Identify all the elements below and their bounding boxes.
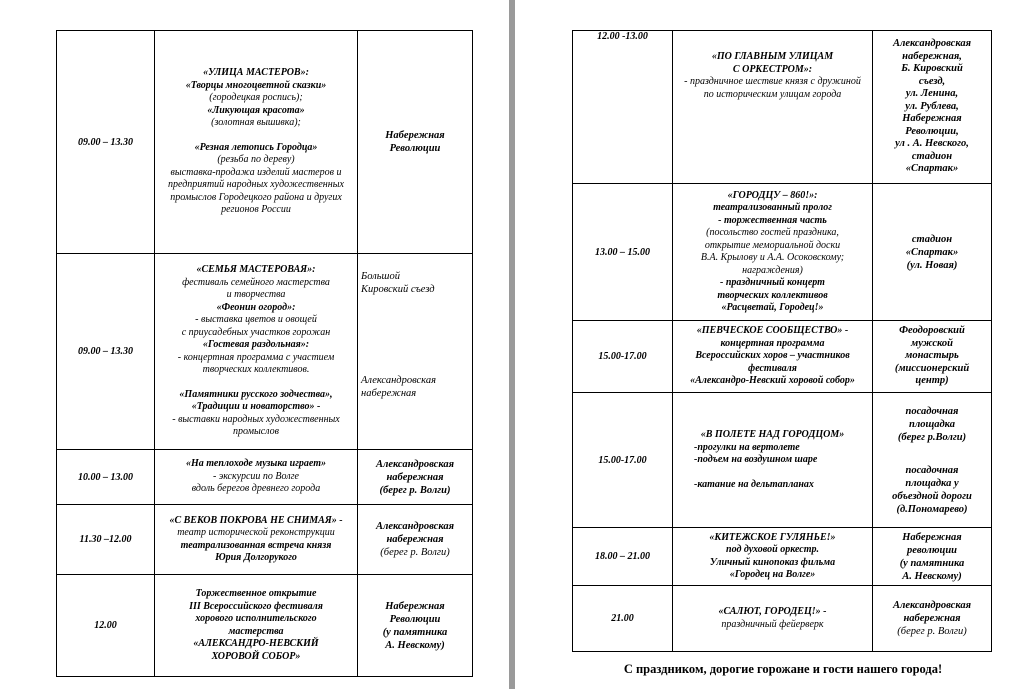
event-line: награждения) <box>742 264 803 276</box>
event-line: -подъем на воздушном шаре <box>694 454 818 465</box>
place-line: мужской <box>911 337 953 349</box>
place-line: А. Невскому) <box>385 639 445 651</box>
place-line: Революции <box>389 613 441 625</box>
place-line: набережная, <box>902 50 962 62</box>
event-line: и творчества <box>226 289 286 301</box>
place-line: (ул. Новая) <box>906 259 958 271</box>
event-cell <box>673 321 873 393</box>
event-line: С ОРКЕСТРОМ»: <box>732 63 813 75</box>
event-line: фестиваля <box>748 362 797 374</box>
place-line: посадочная <box>905 405 959 417</box>
event-line: «Традиции и новаторство» - <box>191 401 321 413</box>
place-line: Феодоровский <box>899 325 965 337</box>
place-line: набережная <box>386 534 444 545</box>
event-line: праздничный фейерверк <box>721 618 824 630</box>
event-line: (посольство гостей праздника, <box>706 227 839 238</box>
event-line: Уличный кинопоказ фильма <box>709 556 836 568</box>
place-line: центр) <box>915 375 949 387</box>
event-line: открытие мемориальной доски <box>704 239 841 251</box>
place-line: ул. Рублева, <box>905 100 959 112</box>
place-line: (у памятника <box>899 557 965 569</box>
place-line: Александровская <box>361 375 436 386</box>
event-line: театр исторической реконструкции <box>177 527 335 538</box>
place-line: стадион <box>911 233 953 245</box>
right-page <box>515 0 1024 689</box>
place-cell <box>873 586 992 652</box>
place-line: «Спартак» <box>905 163 959 175</box>
place-line: (у памятника <box>382 626 448 638</box>
event-cell <box>673 393 873 528</box>
event-line: «Городец на Волге» <box>729 569 816 580</box>
event-line: - экскурсии по Волге <box>213 470 299 482</box>
table-row <box>573 31 992 184</box>
event-line: выставка-продажа изделий мастеров и <box>170 166 342 178</box>
time-cell: 09.00 – 13.30 <box>57 254 155 450</box>
place-line: монастырь <box>905 350 959 362</box>
event-line: «КИТЕЖСКОЕ ГУЛЯНЬЕ!» <box>709 531 836 543</box>
event-line: «АЛЕКСАНДРО-НЕВСКИЙ <box>193 638 319 649</box>
table-row <box>573 393 992 528</box>
place-line: Набережная <box>385 130 445 141</box>
event-line: Юрия Долгорукого <box>215 552 297 563</box>
event-line: регионов России <box>221 204 291 216</box>
event-line: творческих коллективов <box>717 289 828 301</box>
event-cell <box>673 586 873 652</box>
event-cell <box>155 254 358 450</box>
place-line: Революции, <box>905 125 959 137</box>
time-cell: 13.00 – 15.00 <box>573 184 673 321</box>
event-line: «Памятники русского зодчества», <box>179 388 333 400</box>
place-line: Набережная <box>385 600 445 612</box>
event-line: - праздничное шествие князя с дружиной <box>684 76 861 87</box>
event-line: фестиваль семейного мастерства <box>182 276 330 288</box>
table-row <box>573 321 992 393</box>
event-line: Всероссийских хоров – участников <box>695 350 850 362</box>
event-line: «ГОРОДЦУ – 860!»: <box>727 189 818 201</box>
event-line: -катание на дельтапланах <box>694 478 814 490</box>
event-line: - концертная программа с участием <box>177 351 335 363</box>
event-line: (резьба по дереву) <box>217 154 295 166</box>
place-line: площадка <box>909 418 955 430</box>
place-line: Александровская <box>892 600 972 611</box>
event-line: «САЛЮТ, ГОРОДЕЦ!» - <box>718 606 827 617</box>
event-line: В.А. Крылову и А.А. Осоковскому; <box>700 252 845 263</box>
left-page <box>0 0 509 689</box>
event-line: Торжественное открытие <box>195 588 317 599</box>
place-line: Александровская <box>375 521 455 532</box>
event-line: ХОРОВОЙ СОБОР» <box>211 650 301 662</box>
place-line: стадион <box>911 150 953 162</box>
event-line: промыслов Городецкого района и других <box>170 191 342 203</box>
event-line: -прогулки на вертолете <box>694 441 800 453</box>
event-line: «Расцветай, Городец!» <box>721 302 824 313</box>
event-line: «Феонин огород»: <box>216 301 296 313</box>
event-cell <box>673 31 873 184</box>
place-cell <box>358 254 473 450</box>
event-line: «ПЕВЧЕСКОЕ СООБЩЕСТВО» - <box>696 325 849 337</box>
event-cell <box>155 450 358 505</box>
place-line: А. Невскому) <box>902 570 962 582</box>
place-line: набережная <box>361 388 417 399</box>
place-line: Александровская <box>375 458 455 470</box>
place-cell <box>873 184 992 321</box>
time-cell: 15.00-17.00 <box>573 393 673 528</box>
table-row <box>573 586 992 652</box>
time-cell: 11.30 –12.00 <box>57 505 155 575</box>
time-cell: 21.00 <box>573 586 673 652</box>
place-line: Кировский съезд <box>361 284 435 295</box>
event-line: «Творцы многоцветной сказки» <box>185 79 327 91</box>
time-cell: 09.00 – 13.30 <box>57 31 155 254</box>
table-row <box>57 575 473 677</box>
place-line: (д.Пономарево) <box>896 503 968 515</box>
place-line: (берег р.Волги) <box>897 431 967 443</box>
place-cell <box>358 505 473 575</box>
place-line: площадка у <box>905 477 959 489</box>
event-line: с приусадебных участков горожан <box>181 326 331 338</box>
time-cell: 15.00-17.00 <box>573 321 673 393</box>
event-line: «На теплоходе музыка играет» <box>185 458 327 470</box>
event-line: театрализованный пролог <box>713 202 832 213</box>
place-cell <box>873 31 992 184</box>
place-line: объездной дороги <box>892 490 972 502</box>
event-line: мастерства <box>228 625 284 637</box>
table-row <box>57 254 473 450</box>
event-line: «УЛИЦА МАСТЕРОВ»: <box>203 67 309 79</box>
time-cell: 10.00 – 13.00 <box>57 450 155 505</box>
place-cell <box>358 450 473 505</box>
table-row <box>57 450 473 505</box>
place-cell <box>873 321 992 393</box>
event-line: «Александро-Невский хоровой собор» <box>690 375 855 387</box>
place-line: Большой <box>361 271 400 282</box>
place-cell <box>873 393 992 528</box>
event-line: - праздничный концерт <box>720 277 825 288</box>
event-line: предприятий народных художественных <box>168 179 344 191</box>
place-line: ул . А. Невского, <box>895 138 969 150</box>
event-line: - выставки народных художественных <box>172 413 340 425</box>
place-line: съезд, <box>918 75 946 87</box>
place-line: ул. Ленина, <box>905 88 959 100</box>
schedule-table-right <box>572 30 992 652</box>
event-cell <box>673 528 873 586</box>
event-line: - выставка цветов и овощей <box>195 314 317 326</box>
place-line: (миссионерский <box>894 362 970 374</box>
time-cell: 12.00 -13.00 <box>573 31 673 184</box>
place-cell <box>873 528 992 586</box>
event-line: под духовой оркестр. <box>726 544 819 555</box>
place-line: Революции <box>389 143 441 154</box>
event-line: - торжественная часть <box>718 214 827 226</box>
event-cell <box>155 575 358 677</box>
event-line: «С ВЕКОВ ПОКРОВА НЕ СНИМАЯ» - <box>169 514 343 526</box>
event-line: III Всероссийского фестиваля <box>189 600 323 612</box>
table-row <box>57 505 473 575</box>
place-line: (берег р. Волги) <box>380 547 450 558</box>
time-cell: 18.00 – 21.00 <box>573 528 673 586</box>
time-cell: 12.00 <box>57 575 155 677</box>
event-line: «ПО ГЛАВНЫМ УЛИЦАМ <box>711 51 834 62</box>
event-line: концертная программа <box>720 337 825 349</box>
place-line: «Спартак» <box>905 246 959 258</box>
place-line: Набережная <box>902 113 962 125</box>
event-cell <box>673 184 873 321</box>
place-line: Набережная <box>902 531 962 543</box>
event-line: (золотная вышивка); <box>211 117 301 129</box>
event-line: вдоль берегов древнего города <box>191 483 321 495</box>
table-row <box>57 31 473 254</box>
event-line: творческих коллективов. <box>202 364 310 376</box>
greeting-footer: С праздником, дорогие горожане и гости нашего города! <box>623 662 943 676</box>
event-line: промыслов <box>232 426 280 438</box>
event-cell <box>155 505 358 575</box>
event-line: «Ликующая красота» <box>207 104 305 116</box>
event-line: «СЕМЬЯ МАСТЕРОВАЯ»: <box>196 264 316 276</box>
event-line: (городецкая роспись); <box>209 92 303 104</box>
place-line: набережная <box>903 613 961 624</box>
place-line: революции <box>906 544 958 556</box>
event-line: «В ПОЛЕТЕ НАД ГОРОДЦОМ» <box>700 429 845 440</box>
schedule-table-left <box>56 30 473 677</box>
event-line: «Гостевая раздольная»: <box>202 339 310 351</box>
place-line: набережная <box>386 471 444 483</box>
event-line: хорового исполнительского <box>195 613 317 624</box>
event-cell <box>155 31 358 254</box>
event-line: театрализованная встреча князя <box>180 539 332 551</box>
place-line: Б. Кировский <box>901 63 963 75</box>
place-line: посадочная <box>905 464 959 476</box>
place-cell <box>358 575 473 677</box>
event-line: по историческим улицам города <box>703 88 842 100</box>
table-row <box>573 528 992 586</box>
place-line: (берег р. Волги) <box>379 484 451 496</box>
place-line: Александровская <box>892 38 972 50</box>
place-cell <box>358 31 473 254</box>
event-line: «Резная летопись Городца» <box>194 141 318 153</box>
table-row <box>573 184 992 321</box>
place-line: (берег р. Волги) <box>897 626 967 637</box>
